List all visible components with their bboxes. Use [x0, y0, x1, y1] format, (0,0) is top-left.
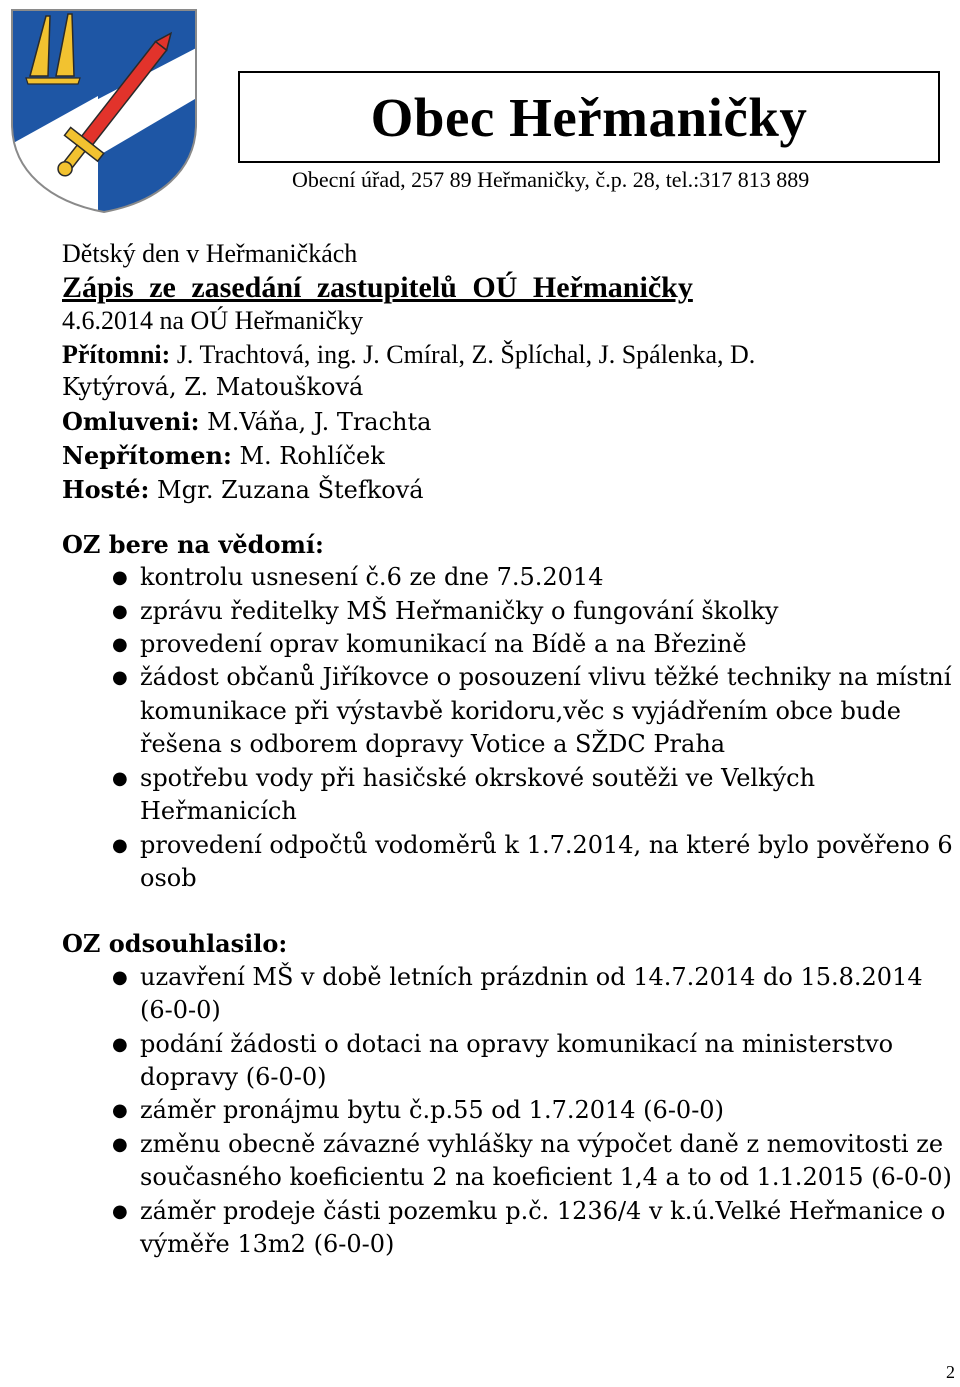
list-item-text: řešena s odborem dopravy Votice a SŽDC Praha — [140, 730, 726, 759]
list-item-text: spotřebu vody při hasičské okrskové soutěži ve Velkých — [140, 763, 816, 792]
list-item-text: osob — [140, 863, 197, 892]
list-item — [62, 1128, 952, 1195]
page-number: 2 — [946, 1362, 955, 1382]
list-item-text: uzavření MŠ v době letních prázdnin od 14.7.2014 do 15.8.2014 — [140, 962, 923, 991]
list-item-text: provedení odpočtů vodoměrů k 1.7.2014, na které bylo pověřeno 6 — [140, 830, 953, 859]
list-item — [62, 561, 952, 594]
list-item — [62, 1028, 952, 1095]
bullet-icon: ● — [112, 567, 128, 589]
bullet-icon: ● — [112, 767, 128, 789]
list-item-text: dopravy (6-0-0) — [140, 1062, 327, 1091]
list-item-text: kontrolu usnesení č.6 ze dne 7.5.2014 — [140, 563, 604, 592]
absent-label: Nepřítomen: — [62, 441, 232, 471]
approved-heading: OZ odsouhlasilo: — [62, 929, 288, 959]
bullet-icon: ● — [112, 834, 128, 856]
list-item — [62, 1094, 952, 1127]
list-item — [62, 961, 952, 1028]
office-address: Obecní úřad, 257 89 Heřmaničky, č.p. 28, tel.:317 813 889 — [292, 167, 810, 192]
header-title-box — [238, 71, 940, 163]
list-item-text: změnu obecně závazné vyhlášky na výpočet daně z nemovitosti ze — [140, 1129, 944, 1158]
bullet-icon: ● — [112, 966, 128, 988]
list-item — [62, 628, 952, 661]
list-item — [62, 762, 952, 829]
list-item-text: zprávu ředitelky MŠ Heřmaničky o fungování školky — [140, 596, 779, 625]
approved-list — [62, 961, 952, 1262]
document-body — [62, 237, 952, 1261]
list-item-text: komunikace při výstavbě koridoru,věc s vyjádřením obce bude — [140, 696, 901, 725]
bullet-icon: ● — [112, 1200, 128, 1222]
meeting-date: 4.6.2014 na OÚ Heřmaničky — [62, 306, 364, 336]
list-item — [62, 661, 952, 761]
list-item-text: podání žádosti o dotaci na opravy komunikací na ministerstvo — [140, 1029, 894, 1058]
list-item-text: výměře 13m2 (6-0-0) — [140, 1229, 395, 1258]
noted-list — [62, 561, 952, 895]
present-value-cont: Kytýrová, Z. Matoušková — [62, 373, 364, 402]
bullet-icon: ● — [112, 1133, 128, 1155]
excused-value: M.Váňa, J. Trachta — [199, 407, 432, 436]
present-value: J. Trachtová, ing. J. Cmíral, Z. Šplíchal, J. Spálenka, D. — [170, 339, 756, 369]
coat-of-arms-logo — [8, 6, 200, 216]
event-title: Dětský den v Heřmaničkách — [62, 239, 358, 268]
guests-value: Mgr. Zuzana Štefková — [149, 476, 424, 505]
minutes-heading: Zápis ze zasedání zastupitelů OÚ Heřmaničky — [62, 271, 693, 305]
list-item-text: (6-0-0) — [140, 996, 221, 1025]
list-item-text: žádost občanů Jiříkovce o posouzení vlivu těžké techniky na místní — [140, 663, 952, 692]
bullet-icon: ● — [112, 667, 128, 689]
list-item-text: záměr pronájmu bytu č.p.55 od 1.7.2014 (6-0-0) — [140, 1096, 724, 1125]
absent-value: M. Rohlíček — [231, 442, 385, 471]
bullet-icon: ● — [112, 1033, 128, 1055]
present-label: Přítomni: — [62, 339, 171, 369]
page-title: Obec Heřmaničky — [370, 86, 808, 148]
list-item-text: současného koeficientu 2 na koeficient 1,4 a to od 1.1.2015 (6-0-0) — [140, 1163, 952, 1192]
list-item — [62, 829, 952, 896]
guests-line — [62, 473, 952, 507]
bullet-icon: ● — [112, 1100, 128, 1122]
list-item — [62, 595, 952, 628]
excused-label: Omluveni: — [62, 406, 200, 436]
list-item-text: provedení oprav komunikací na Bídě a na Březině — [140, 630, 747, 659]
bullet-icon: ● — [112, 600, 128, 622]
list-item — [62, 1195, 952, 1262]
absent-line — [62, 439, 952, 473]
excused-line — [62, 405, 952, 439]
bullet-icon: ● — [112, 634, 128, 656]
guests-label: Hosté: — [62, 475, 150, 505]
list-item-text: záměr prodeje části pozemku p.č. 1236/4 v k.ú.Velké Heřmanice o — [140, 1196, 946, 1225]
list-item-text: Heřmanicích — [140, 797, 297, 826]
noted-heading: OZ bere na vědomí: — [62, 529, 324, 559]
present-line — [62, 338, 952, 371]
